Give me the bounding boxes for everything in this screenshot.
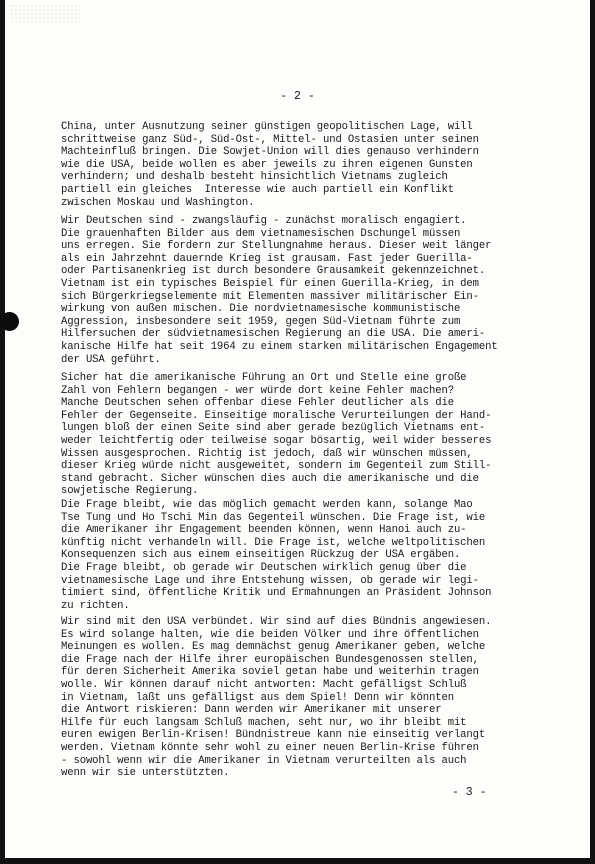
paragraph-1 [61, 121, 561, 209]
text-line: - sowohl wenn wir die Amerikaner in Vietnam verurteilten als auch [61, 754, 467, 767]
text-line: sowjetische Regierung. [61, 485, 199, 498]
paragraph-2 [61, 215, 561, 366]
text-line: partiell ein gleiches Interesse wie auch partiell ein Konflikt [61, 183, 454, 196]
text-line: als ein Jahrzehnt dauernde Krieg ist grausam. Fast jeder Guerilla- [61, 252, 473, 265]
scan-border-right [590, 0, 595, 864]
text-line: schrittweise ganz Süd-, Süd-Ost-, Mittel- und Ostasien unter seinen [61, 133, 479, 146]
scan-border-left [0, 0, 5, 864]
text-line: sich Bürgerkriegselemente mit Elementen massiver militärischer Ein- [61, 290, 479, 303]
text-line: Fehler der Gegenseite. Einseitige moralische Verurteilungen der Hand- [61, 409, 492, 422]
text-line: Es wird solange halten, wie die beiden Völker und ihre öffentlichen [61, 628, 479, 641]
text-line: China, unter Ausnutzung seiner günstigen geopolitischen Lage, will [61, 121, 473, 133]
text-line: für deren Sicherheit Amerika soviel getan habe und weiterhin tragen [61, 666, 479, 679]
scan-border-bottom [0, 858, 595, 864]
text-line: uns erregen. Sie fordern zur Stellungnahme heraus. Dieser weit länger [61, 240, 492, 253]
scan-speckle [10, 4, 80, 22]
text-line: Zahl von Fehlern begangen - wer würde dort keine Fehler machen? [61, 384, 454, 397]
text-line: wenn wir sie unterstützten. [61, 767, 230, 780]
text-line: verhindern; und deshalb besteht hinsichtlich Vietnams zugleich [61, 171, 448, 184]
page-number-bottom: - 3 - [452, 786, 487, 799]
text-line: wirkung von außen mischen. Die nordvietnamesische kommunistische [61, 303, 461, 316]
text-line: Aggression, insbesondere seit 1959, gegen Süd-Vietnam führte zum [61, 315, 461, 328]
text-line: werden. Vietnam könnte sehr wohl zu einer neuen Berlin-Krise führen [61, 741, 479, 754]
text-line: stand gebracht. Sicher wünschen dies auch die amerikanische und die [61, 472, 479, 485]
text-line: Sicher hat die amerikanische Führung an Ort und Stelle eine große [61, 372, 467, 384]
text-line: die Antwort riskieren: Dann werden wir Amerikaner mit unserer [61, 704, 442, 717]
text-line: Tse Tung und Ho Tschi Min das Gegenteil wünschen. Die Frage ist, wie [61, 511, 486, 524]
text-line: dieser Krieg würde nicht ausgeweitet, sondern im Gegenteil zum Still- [61, 460, 492, 473]
text-line: Hilfe für euch langsam Schluß machen, seht nur, wo ihr bleibt mit [61, 716, 467, 729]
text-line: zu richten. [61, 599, 130, 612]
text-line: timiert sind, öffentliche Kritik und Ermahnungen an Präsident Johnson [61, 587, 492, 600]
page-number-top: - 2 - [280, 90, 315, 103]
paragraph-5 [61, 616, 561, 780]
text-line: Vietnam ist ein typisches Beispiel für einen Guerilla-Krieg, in dem [61, 277, 479, 290]
text-line: die Frage nach der Hilfe ihrer europäischen Bundesgenossen stellen, [61, 653, 479, 666]
text-line: vietnamesische Lage und ihre Entstehung wissen, ob gerade wir legi- [61, 574, 479, 587]
paragraph-3 [61, 372, 561, 498]
text-line: lungen bloß der einen Seite sind aber gerade bezüglich Vietnams ent- [61, 422, 486, 435]
text-line: Die grauenhaften Bilder aus dem vietnamesischen Dschungel müssen [61, 227, 461, 240]
text-line: wolle. Wir können darauf nicht antworten: Macht gefälligst Schluß [61, 678, 467, 691]
paragraph-4 [61, 499, 561, 612]
text-line: Meinungen es wollen. Es mag demnächst genug Amerikaner geben, welche [61, 641, 486, 654]
text-line: Manche Deutschen sehen offenbar diese Fehler deutlicher als die [61, 397, 454, 410]
text-line: wie die USA, beide wollen es aber jeweils zu ihren eigenen Gunsten [61, 158, 473, 171]
punch-hole [0, 312, 19, 331]
text-line: künftig nicht verhandeln will. Die Frage ist, welche weltpolitischen [61, 536, 486, 549]
text-line: Wir sind mit den USA verbündet. Wir sind auf dies Bündnis angewiesen. [61, 616, 492, 628]
text-line: oder Partisanenkrieg ist durch besondere Grausamkeit gekennzeichnet. [61, 265, 486, 278]
text-line: Wissen ausgesprochen. Richtig ist jedoch, daß wir wünschen müssen, [61, 447, 473, 460]
text-line: Machteinfluß bringen. Die Sowjet-Union will dies genauso verhindern [61, 146, 479, 159]
text-line: Die Frage bleibt, wie das möglich gemacht werden kann, solange Mao [61, 499, 473, 511]
text-line: der USA geführt. [61, 353, 161, 366]
text-line: Die Frage bleibt, ob gerade wir Deutschen wirklich genug über die [61, 561, 467, 574]
text-line: die Amerikaner ihr Engagement beenden können, wenn Hanoi auch zu- [61, 524, 467, 537]
text-line: in Vietnam, laßt uns gefälligst aus dem Spiel! Denn wir könnten [61, 691, 454, 704]
text-line: Wir Deutschen sind - zwangsläufig - zunächst moralisch engagiert. [61, 215, 467, 227]
text-line: Konsequenzen sich aus einem einseitigen Rückzug der USA ergäben. [61, 549, 461, 562]
text-line: kanische Hilfe hat seit 1964 zu einem starken militärischen Engagement [61, 340, 498, 353]
text-line: euren ewigen Berlin-Krisen! Bündnistreue kann nie einseitig verlangt [61, 729, 486, 742]
text-line: weder leichtfertig oder teilweise sogar bösartig, weil wider besseres [61, 434, 492, 447]
text-line: zwischen Moskau und Washington. [61, 196, 255, 209]
text-line: Hilfersuchen der südvietnamesischen Regierung an die USA. Die ameri- [61, 328, 486, 341]
